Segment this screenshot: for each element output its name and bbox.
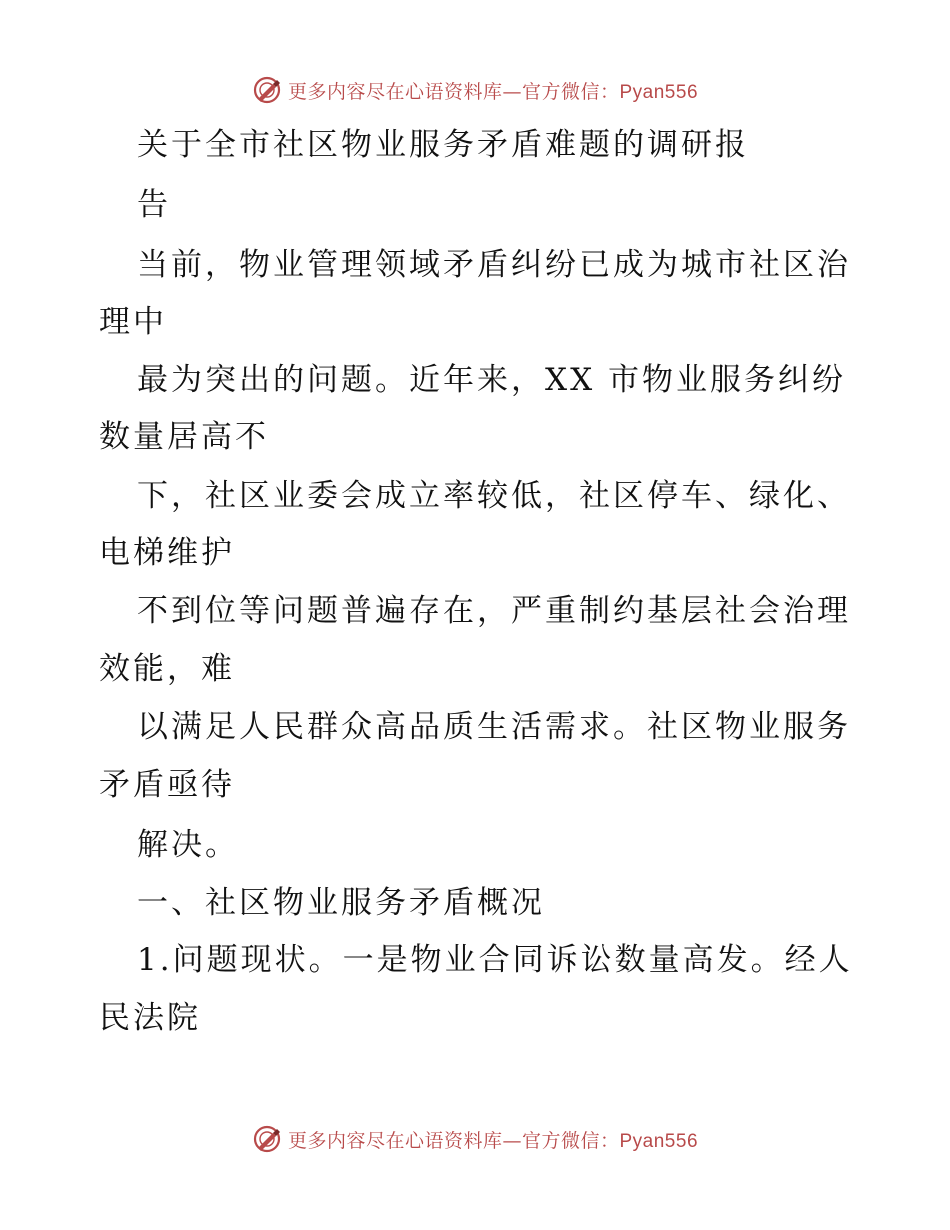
wechat-account: Pyan556 [619,81,699,103]
watermark-text: 更多内容尽在心语资料库—官方微信：Pyan556 [287,80,699,103]
paragraph-line: 电梯维护 [99,535,235,571]
section-heading: 一、社区物业服务矛盾概况 [137,885,545,921]
pen-logo-icon [252,75,282,105]
watermark-text: 更多内容尽在心语资料库—官方微信：Pyan556 [287,1129,699,1152]
paragraph-line: 1.问题现状。一是物业合同诉讼数量高发。经人 [137,942,853,978]
paragraph-line: 不到位等问题普遍存在，严重制约基层社会治理 [137,593,851,629]
paragraph-line: 最为突出的问题。近年来，XX 市物业服务纠纷 [137,362,846,398]
wechat-account: Pyan556 [619,1130,699,1152]
header-watermark-banner [0,70,950,110]
document-title-line-1: 关于全市社区物业服务矛盾难题的调研报 [137,127,749,163]
paragraph-line: 当前，物业管理领域矛盾纠纷已成为城市社区治 [137,247,851,283]
paragraph-line: 民法院 [99,1000,201,1036]
footer-watermark-banner [0,1119,950,1159]
paragraph-line: 下，社区业委会成立率较低，社区停车、绿化、 [137,478,851,514]
paragraph-line: 效能，难 [99,651,235,687]
paragraph-line: 解决。 [137,827,239,863]
paragraph-line: 以满足人民群众高品质生活需求。社区物业服务 [137,709,851,745]
pen-logo-icon [252,1124,282,1154]
document-title-line-2: 告 [137,187,171,223]
paragraph-line: 数量居高不 [99,419,269,455]
paragraph-line: 理中 [99,304,167,340]
paragraph-line: 矛盾亟待 [99,767,235,803]
